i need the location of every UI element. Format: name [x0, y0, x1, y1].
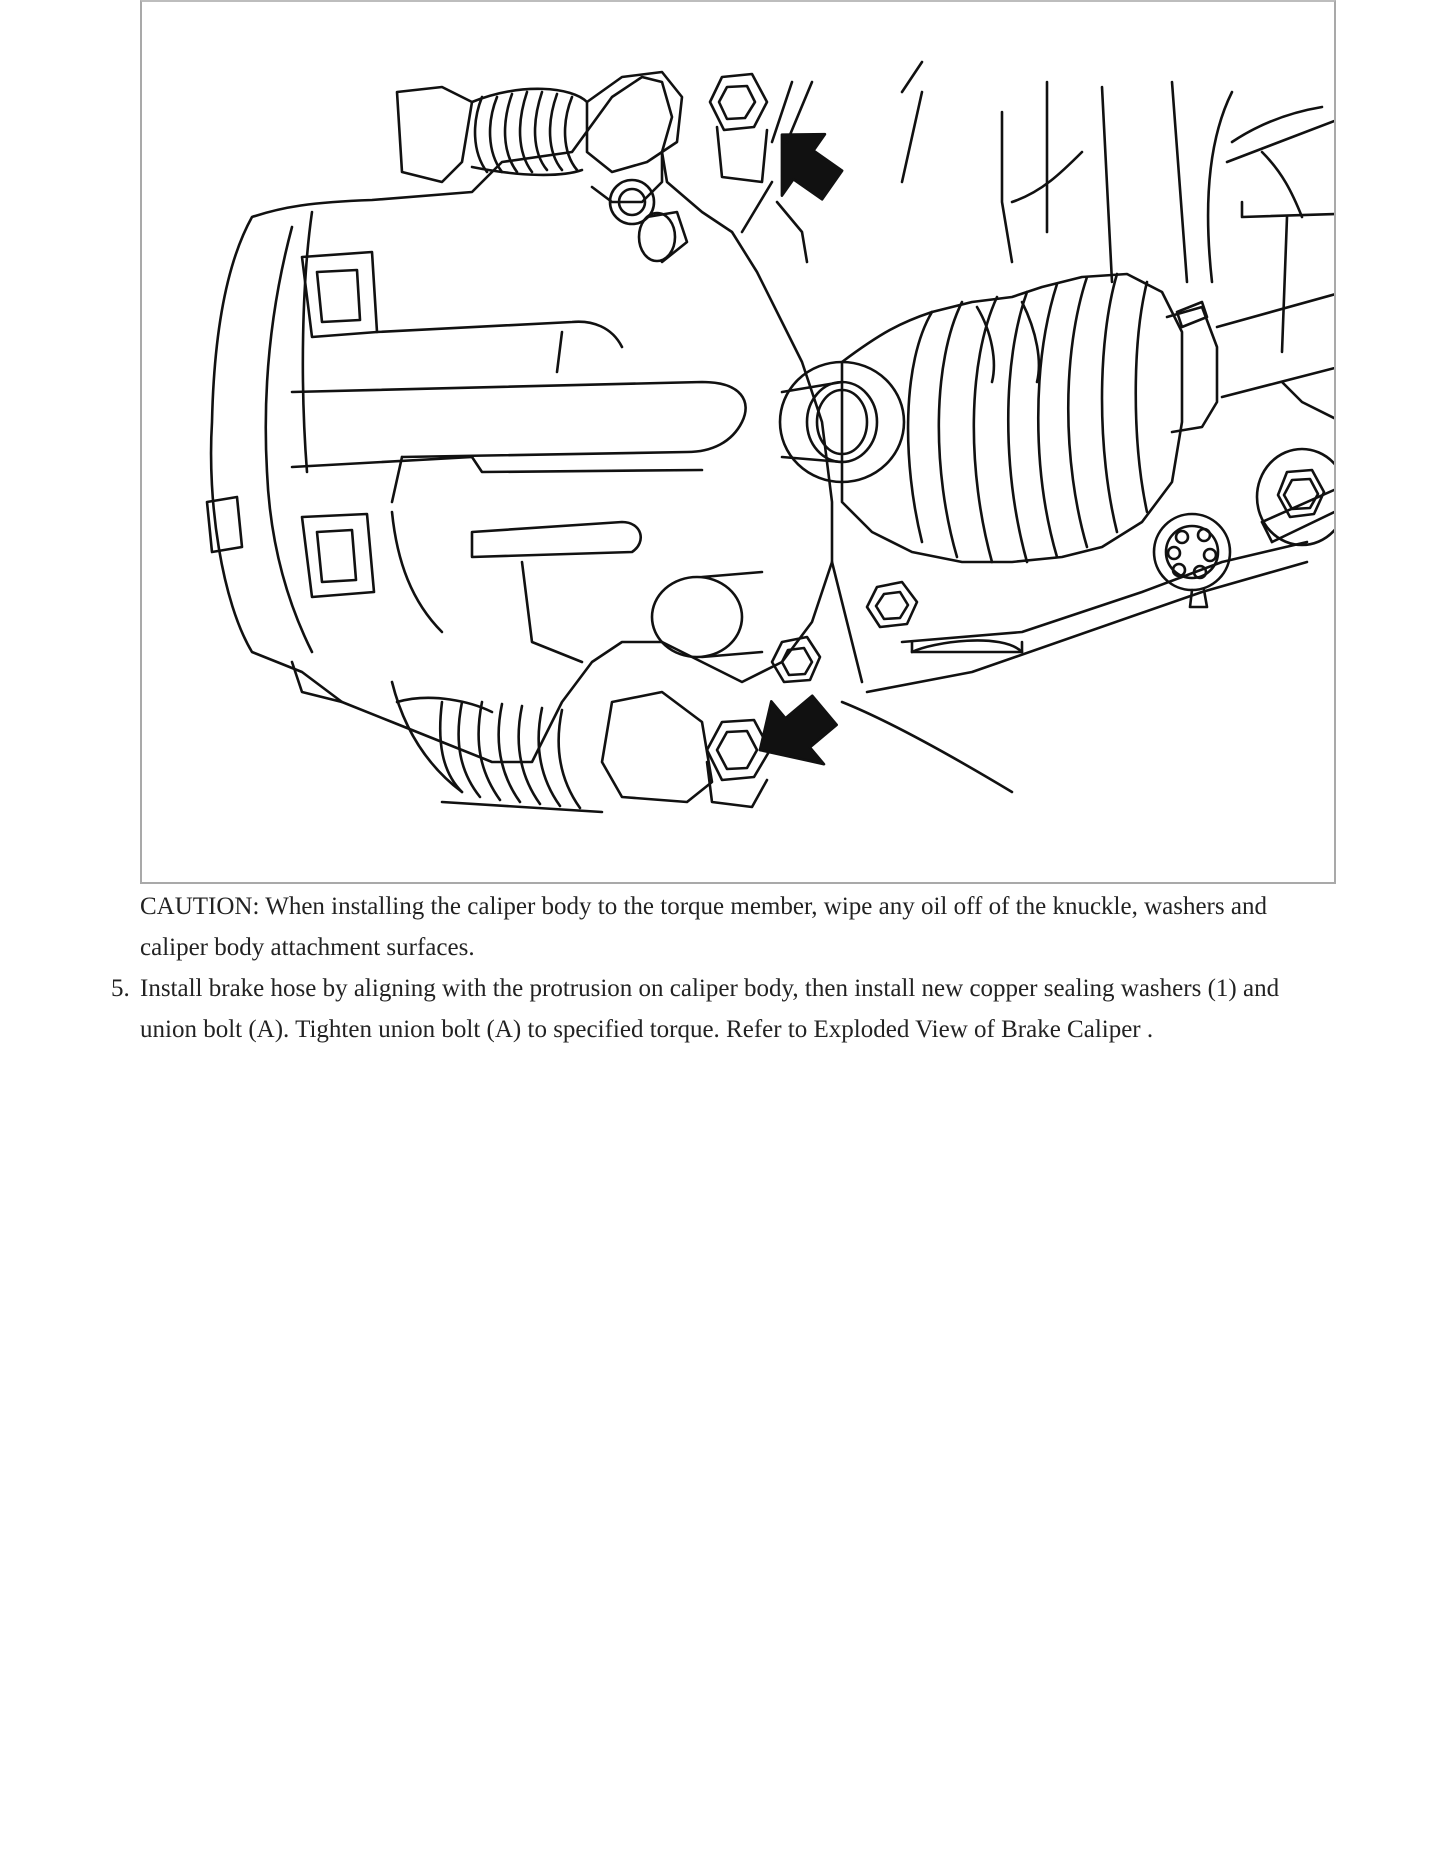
- brake-caliper-illustration: [140, 0, 1336, 884]
- caution-note: CAUTION: When installing the caliper body to the torque member, wipe any oil off of the knuckle, washers and caliper body attachment surfaces.: [140, 893, 1267, 961]
- step-text: Install brake hose by aligning with the protrusion on caliper body, then install new copper sealing washers (1) and union bolt (A). Tighten union bolt (A) to specified torque. Refer to Exploded View of Brake Caliper .: [140, 975, 1280, 1043]
- step-list: [111, 968, 1340, 1050]
- caliper-line-drawing: [142, 2, 1334, 882]
- arrow-icon: [753, 114, 853, 216]
- list-item: [111, 968, 1340, 1050]
- drive-shaft-boot: [842, 274, 1182, 562]
- instruction-text: [111, 886, 1340, 1050]
- step-number: 5.: [111, 975, 130, 1002]
